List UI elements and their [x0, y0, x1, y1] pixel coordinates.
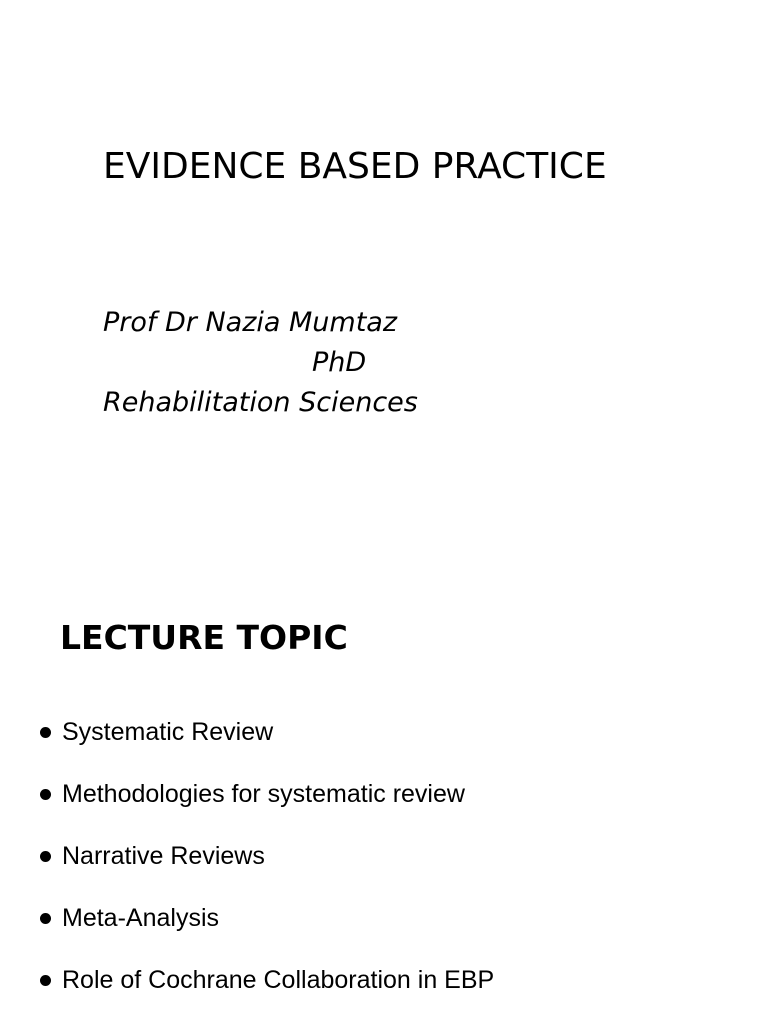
topic-label: Meta-Analysis — [62, 904, 219, 932]
topic-label: Narrative Reviews — [62, 842, 265, 870]
bullet-icon — [40, 727, 51, 738]
author-block — [103, 303, 418, 423]
author-degree: PhD — [312, 347, 367, 378]
bullet-icon — [40, 975, 51, 986]
author-field: Rehabilitation Sciences — [103, 387, 418, 418]
author-name: Prof Dr Nazia Mumtaz — [103, 307, 398, 338]
topic-label: Systematic Review — [62, 718, 274, 746]
topic-label: Methodologies for systematic review — [62, 780, 465, 808]
topic-label: Role of Cochrane Collaboration in EBP — [62, 966, 495, 994]
slide-title: EVIDENCE BASED PRACTICE — [103, 146, 607, 187]
bullet-icon — [40, 789, 51, 800]
lecture-topic-heading: LECTURE TOPIC — [60, 618, 348, 657]
bullet-icon — [40, 851, 51, 862]
bullet-icon — [40, 913, 51, 924]
